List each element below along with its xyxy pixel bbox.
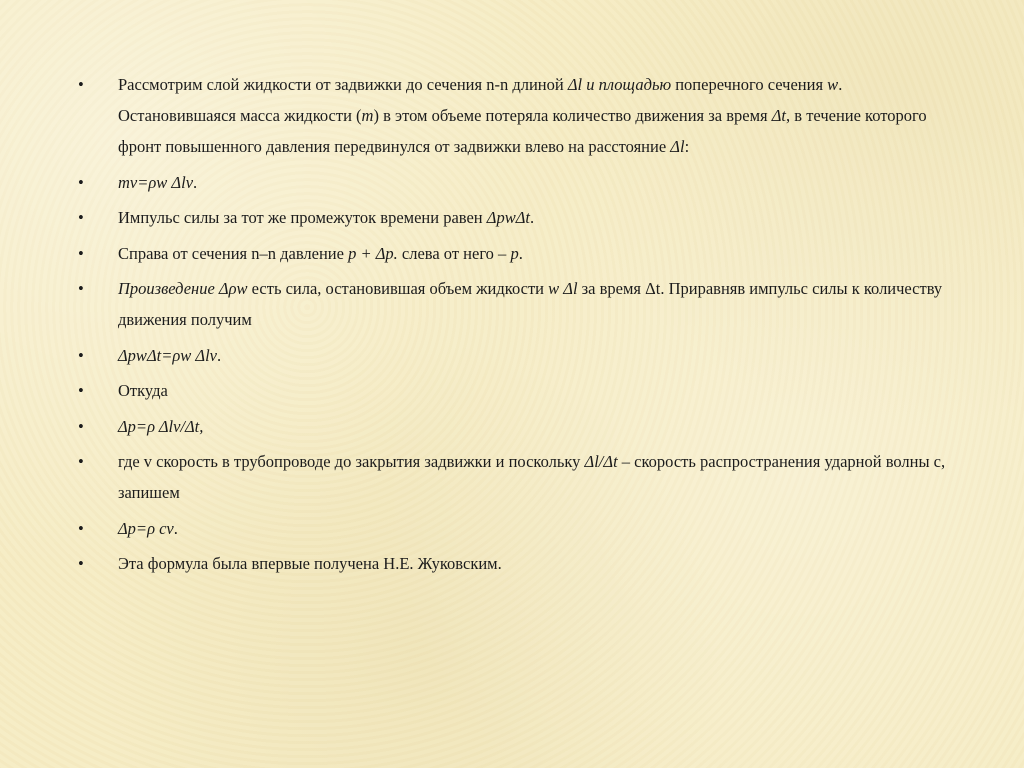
text-segment: . Остановившаяся масса жидкости ( (118, 75, 843, 125)
bullet-marker: • (78, 243, 84, 263)
bullet-text (118, 279, 942, 329)
bullet-item (78, 273, 963, 335)
text-segment: Рассмотрим слой жидкости от задвижки до сечения n-n длиной (118, 75, 568, 94)
formula-segment: w Δl (548, 279, 578, 298)
formula-segment: m (361, 106, 374, 125)
bullet-item (78, 69, 963, 162)
text-segment: Эта формула была впервые получена Н.Е. Жуковским. (118, 554, 502, 573)
bullet-item (78, 202, 963, 233)
text-segment: . (216, 345, 222, 365)
bullet-item (78, 446, 963, 508)
bullet-marker: • (78, 345, 84, 365)
text-segment: , в течение которого фронт повышенного давления передвинулся от задвижки влево на расстояние (118, 106, 927, 156)
text-segment: где v скорость в трубопроводе до закрытия задвижки и поскольку (118, 452, 585, 471)
bullet-text (118, 519, 178, 538)
bullet-item (78, 513, 963, 544)
bullet-item (78, 340, 963, 371)
formula-segment: ΔpwΔt (486, 208, 530, 227)
bullet-marker: • (78, 172, 84, 192)
bullet-text (118, 75, 927, 156)
bullet-text (118, 381, 168, 400)
formula-segment: ΔpwΔt=ρw Δlv (118, 345, 217, 365)
formula-segment: Δl (670, 137, 685, 156)
text-segment: ) в этом объеме потеряла количество движения за время (373, 106, 772, 125)
bullet-marker: • (78, 554, 84, 573)
text-segment: Справа от сечения n–n давление (118, 243, 349, 263)
bullet-text (118, 244, 523, 263)
bullet-list (78, 69, 963, 584)
text-segment: Импульс силы за тот же промежуток времени равен (118, 208, 487, 227)
text-segment: . (518, 243, 523, 263)
text-segment: – скорость распространения ударной волны с, запишем (118, 452, 946, 502)
text-segment: за время Δt. Приравняв импульс силы к количеству движения получим (118, 279, 943, 329)
formula-segment: Δt (771, 106, 787, 125)
text-segment: . (173, 518, 178, 538)
formula-segment: Δp=ρ Δlv/Δt, (118, 416, 204, 436)
bullet-marker: • (78, 381, 84, 400)
bullet-text (118, 173, 197, 192)
bullet-text (118, 417, 203, 436)
text-segment: Откуда (118, 381, 168, 400)
bullet-marker: • (78, 208, 84, 227)
bullet-text (118, 208, 534, 227)
bullet-item (78, 411, 963, 442)
bullet-marker: • (78, 518, 84, 538)
formula-segment: Δl/Δt (584, 452, 618, 471)
bullet-marker: • (78, 279, 84, 298)
text-segment: . (193, 172, 198, 192)
bullet-marker: • (78, 452, 84, 471)
formula-segment: p + Δp. (348, 243, 398, 263)
bullet-item (78, 548, 963, 579)
bullet-marker: • (78, 75, 84, 94)
text-segment: . (529, 208, 535, 227)
bullet-item (78, 238, 963, 269)
bullet-item (78, 375, 963, 406)
text-segment: есть сила, остановившая объем жидкости (247, 279, 549, 298)
formula-segment: p (510, 243, 519, 263)
formula-segment: Δp=ρ cv (118, 518, 174, 538)
text-segment: : (684, 137, 690, 156)
bullet-item (78, 167, 963, 198)
formula-segment: Произведение Δρw (118, 279, 248, 298)
formula-segment: w (827, 75, 839, 94)
bullet-text (118, 554, 502, 573)
bullet-marker: • (78, 416, 84, 436)
bullet-text (118, 346, 221, 365)
formula-segment: mv=ρw Δlv (118, 172, 194, 192)
text-segment: поперечного сечения (671, 75, 828, 94)
formula-segment: Δl и площадью (567, 75, 672, 94)
bullet-text (118, 452, 945, 502)
text-segment: слева от него – (397, 243, 511, 263)
